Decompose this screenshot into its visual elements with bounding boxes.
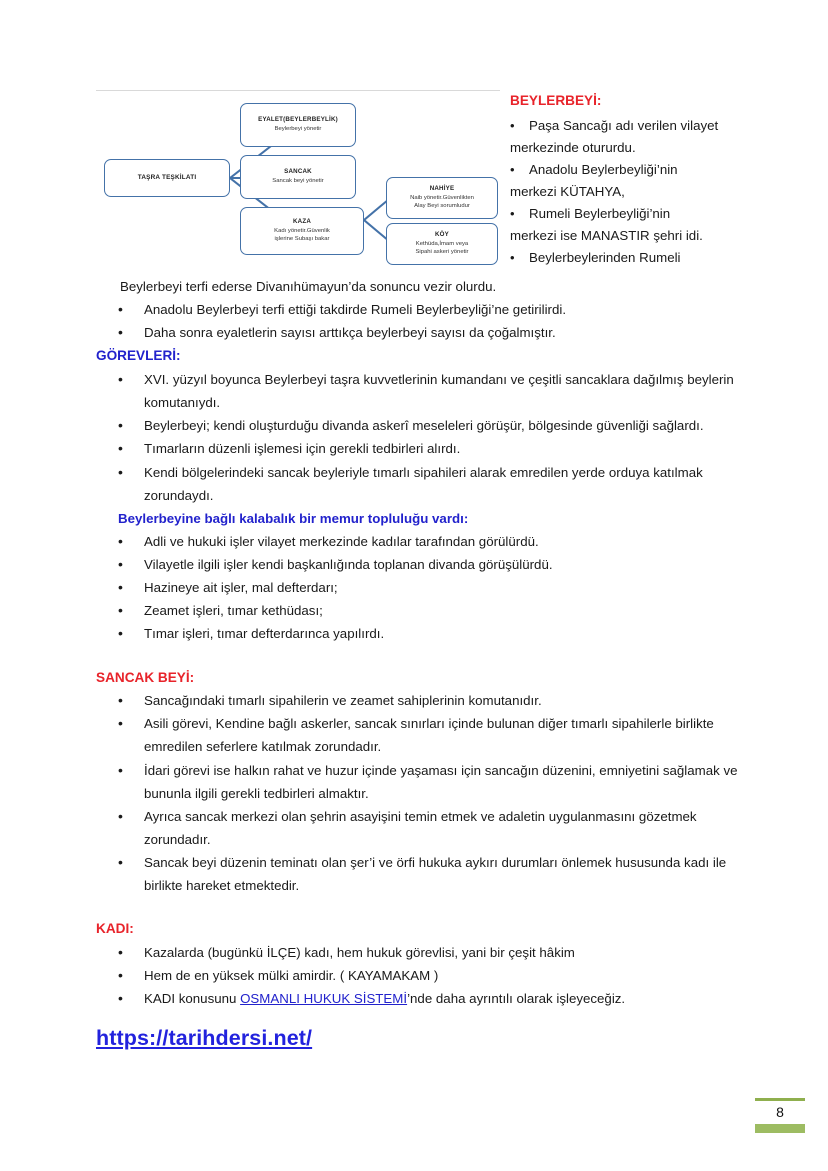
body-content [96, 275, 746, 1010]
list-item: • Vilayetle ilgili işler kendi başkanlığında toplanan divanda görüşülürdü. [96, 553, 746, 576]
diagram-node-title: TAŞRA TEŞKİLATI [137, 174, 197, 181]
beylerbeyi-item [510, 247, 746, 269]
list-item: • İdari görevi ise halkın rahat ve huzur içinde yaşaması için sancağın düzenini, emniyetini sağlamak ve bununla ilgili gerekli tedbirleri almaktır. [96, 759, 746, 805]
memur-heading: Beylerbeyine bağlı kalabalık bir memur topluluğu vardı: [118, 510, 469, 526]
list-item: • Hazineye ait işler, mal defterdarı; [96, 576, 746, 599]
beylerbeyi-item-cont [510, 137, 746, 159]
list-item: • Tımar işleri, tımar defterdarınca yapılırdı. [96, 622, 746, 645]
osmanli-hukuk-sistemi-link[interactable]: OSMANLI HUKUK SİSTEMİ [240, 991, 408, 1007]
diagram-node-subtitle: Sancak beyi yönetir [272, 178, 324, 185]
diagram-node-title: SANCAK [284, 168, 312, 176]
beylerbeyi-item [510, 115, 746, 137]
diagram-node-title: EYALET(BEYLERBEYLİK) [258, 116, 338, 124]
diagram-canvas [96, 95, 500, 267]
beylerbeyi-panel [510, 90, 746, 269]
page-footer [755, 1098, 805, 1133]
list-item: • Kazalarda (bugünkü İLÇE) kadı, hem hukuk görevlisi, yani bir çeşit hâkim [96, 941, 746, 964]
bullet-icon: • [510, 249, 515, 265]
site-url-link[interactable]: https://tarihdersi.net/ [96, 1026, 313, 1050]
beylerbeyi-heading: BEYLERBEYİ: [510, 93, 602, 108]
diagram-node-subtitle-line1: Kethüda,İmam veya [415, 241, 469, 248]
tasra-teskilati-diagram [96, 90, 500, 266]
diagram-node-sancak[interactable] [240, 155, 356, 199]
paragraph-continuation: Beylerbeyi terfi ederse Divanıhümayun’da sonuncu vezir olurdu. [120, 279, 497, 294]
page-number: 8 [776, 1104, 784, 1120]
beylerbeyi-item [510, 203, 746, 225]
diagram-node-eyalet[interactable] [240, 103, 356, 147]
section-spacer [96, 646, 746, 666]
list-item: • Hem de en yüksek mülki amirdir. ( KAYAMAKAM ) [96, 964, 746, 987]
list-item: • Tımarların düzenli işlemesi için gerekli tedbirleri alırdı. [96, 437, 746, 460]
sancak-beyi-heading: SANCAK BEYİ: [96, 669, 195, 685]
diagram-node-title: NAHİYE [429, 185, 455, 193]
beylerbeyi-item-line2: merkezi ise MANASTIR şehri idi. [510, 227, 703, 243]
list-item: • Sancağındaki tımarlı sipahilerin ve zeamet sahiplerinin komutanıdır. [96, 689, 746, 712]
diagram-node-subtitle-line2: Sipahi askeri yönetir [415, 248, 469, 255]
list-item: • Adli ve hukuki işler vilayet merkezinde kadılar tarafından görülürdü. [96, 530, 746, 553]
list-item: • Zeamet işleri, tımar kethüdası; [96, 599, 746, 622]
list-item-with-link [96, 987, 746, 1010]
beylerbeyi-item-line1: Beylerbeylerinden Rumeli [529, 249, 681, 265]
bullet-icon: • [510, 161, 515, 177]
list-item-prefix: KADI konusunu [144, 991, 241, 1007]
diagram-node-title: KÖY [434, 231, 449, 239]
diagram-node-subtitle-line2: işlerine Subaşı bakar [274, 235, 330, 242]
beylerbeyi-item [510, 159, 746, 181]
list-item: • Ayrıca sancak merkezi olan şehrin asayişini temin etmek ve adaletin uygulanmasını gözetmek zorundadır. [96, 805, 746, 851]
list-item: • Asili görevi, Kendine bağlı askerler, sancak sınırları içinde bulunan diğer tımarlı sipahilerle birlikte emredilen seferlere katılmak zorundadır. [96, 712, 746, 758]
diagram-node-nahiye[interactable] [386, 177, 498, 219]
bullet-icon: • [510, 205, 515, 221]
diagram-node-koy[interactable] [386, 223, 498, 265]
beylerbeyi-item-cont [510, 225, 746, 247]
beylerbeyi-item-line1: Paşa Sancağı adı verilen vilayet [529, 117, 719, 133]
diagram-node-subtitle-line1: Naib yönetir.Güvenlikten [410, 195, 474, 202]
list-item: • Daha sonra eyaletlerin sayısı arttıkça beylerbeyi sayısı da çoğalmıştır. [96, 321, 746, 344]
list-item: • XVI. yüzyıl boyunca Beylerbeyi taşra kuvvetlerinin kumandanı ve çeşitli sancaklara dağılmış beylerin komutanıydı. [96, 368, 746, 414]
gorevleri-heading: GÖREVLERİ: [96, 348, 181, 364]
beylerbeyi-item-line1: Rumeli Beylerbeyliği’nin [529, 205, 671, 221]
list-item: • Sancak beyi düzenin teminatı olan şer’i ve örfi hukuka aykırı durumları önlemek hususunda kadı ile birlikte hareket etmektedir. [96, 851, 746, 897]
diagram-node-subtitle: Beylerbeyi yönetir [274, 126, 322, 133]
diagram-node-subtitle-line1: Kadı yönetir.Güvenlik [274, 228, 330, 235]
bullet-icon: • [510, 117, 515, 133]
list-item-suffix: ’nde daha ayrıntılı olarak işleyeceğiz. [407, 991, 626, 1007]
diagram-node-subtitle-line2: Alay Beyi sorumludur [414, 202, 470, 209]
list-item: • Kendi bölgelerindeki sancak beyleriyle tımarlı sipahileri alarak emredilen yerde orduya katılmak zorundaydı. [96, 461, 746, 507]
beylerbeyi-item-cont [510, 181, 746, 203]
list-item: • Beylerbeyi; kendi oluşturduğu divanda askerî meseleleri görüşür, bölgesinde güvenliği sağlardı. [96, 414, 746, 437]
diagram-node-kaza[interactable] [240, 207, 364, 255]
list-item: • Anadolu Beylerbeyi terfi ettiği takdirde Rumeli Beylerbeyliği’ne getirilirdi. [96, 298, 746, 321]
diagram-node-tasra-teskilati[interactable] [104, 159, 230, 197]
beylerbeyi-item-line2: merkezi KÜTAHYA, [510, 183, 625, 199]
section-spacer [96, 897, 746, 917]
beylerbeyi-item-line1: Anadolu Beylerbeyliği’nin [529, 161, 678, 177]
beylerbeyi-item-line2: merkezinde otururdu. [510, 139, 636, 155]
footer-rule-bottom [755, 1124, 805, 1133]
kadi-heading: KADI: [96, 921, 134, 937]
diagram-node-title: KAZA [293, 218, 311, 226]
